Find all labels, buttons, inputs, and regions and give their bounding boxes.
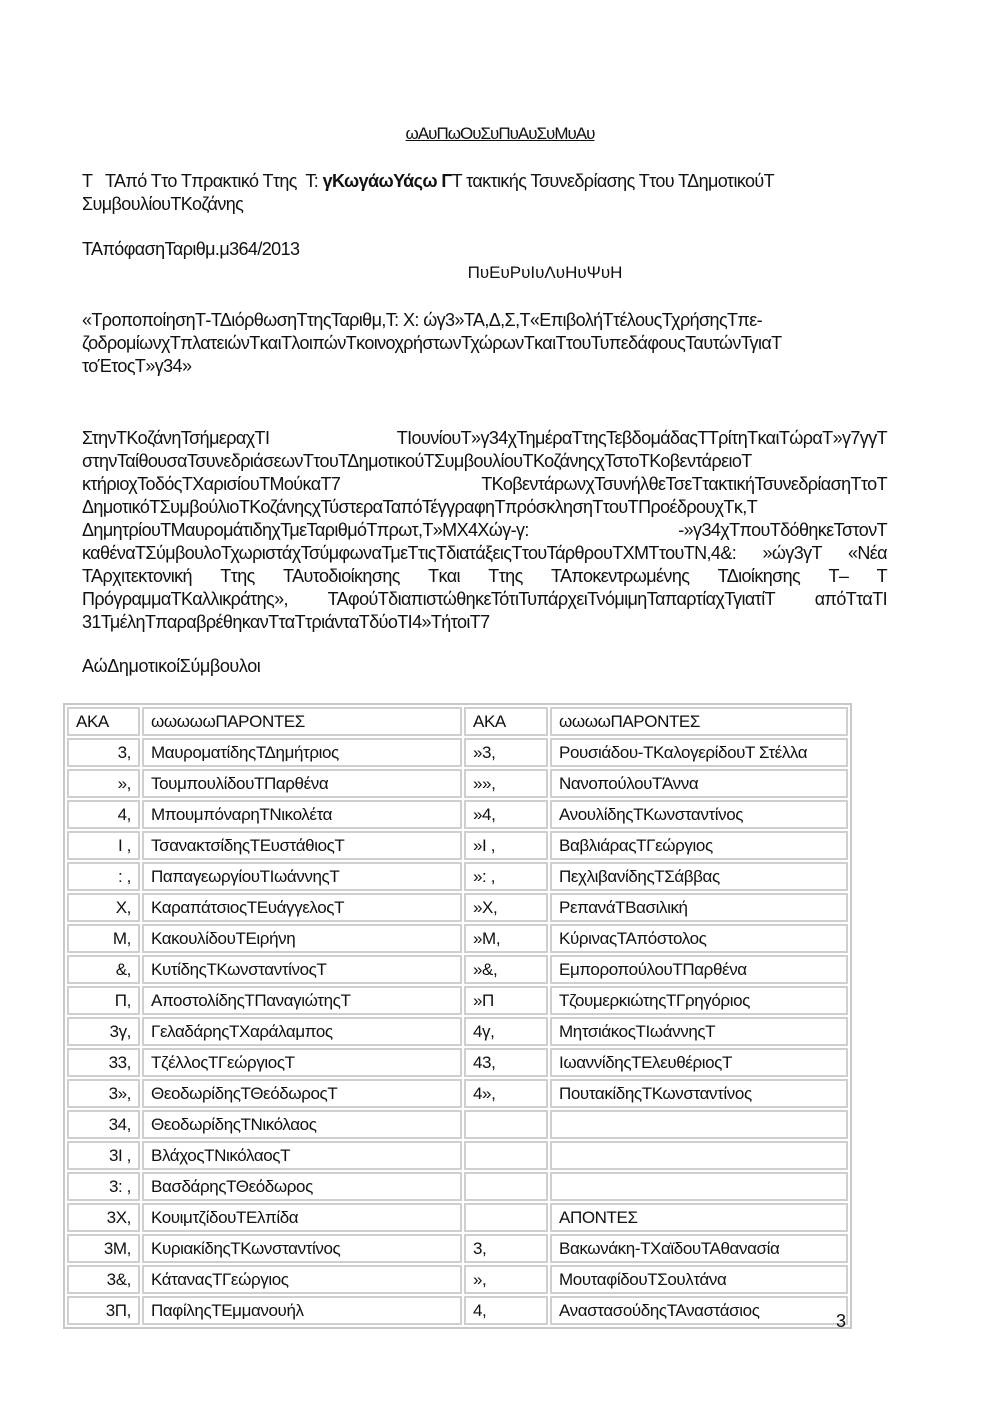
member-name-left: ΤζέλλοςΤΓεώργιοςΤ xyxy=(142,1048,462,1077)
member-name-right: ΠουτακίδηςΤΚωνσταντίνος xyxy=(550,1079,848,1108)
table-row xyxy=(67,831,848,860)
member-name-left: ΤσανακτσίδηςΤΕυστάθιοςΤ xyxy=(142,831,462,860)
member-name-right: Βακωνάκη-ΤΧαϊδουΤΑθανασία xyxy=(550,1234,848,1263)
member-number-left: 3Μ, xyxy=(67,1234,140,1263)
member-number-right: 3, xyxy=(464,1234,548,1263)
member-name-right: ΙωαννίδηςΤΕλευθέριοςΤ xyxy=(550,1048,848,1077)
member-name-left: ΘεοδωρίδηςΤΘεόδωροςΤ xyxy=(142,1079,462,1108)
intro-line1-bold: γΚωγάωΥάςω Γ xyxy=(318,171,452,191)
member-number-left: 3Π, xyxy=(67,1296,140,1325)
table-row xyxy=(67,1110,848,1139)
body-paragraph: ΣτηνΤΚοζάνηΤσήμεραχΤΙ ΤΙουνίουΤ»γ34χΤημέραΤτηςΤεβδομάδαςΤΤρίτηΤκαιΤώραΤ»γ7γγΤ στηνΤαίθουσαΤσυνεδριάσεωνΤτουΤΔημοτικούΤΣυμβουλίουΤΚοζάνηςχΤστοΤΚοβεντάρειοΤ κτήριοχΤοδόςΤΧαρισίουΤΜούκαΤ7 ΤΚοβεντάρωνχΤσυνήλθεΤσεΤτακτικήΤσυνεδρίασηΤτοΤ ΔημοτικόΤΣυμβούλιοΤΚοζάνηςχΤύστεραΤαπόΤέγγραφηΤπρόσκλησηΤτουΤΠροέδρουχΤκ,Τ ΔημητρίουΤΜαυρομάτιδηχΤμεΤαριθμόΤπρωτ,Τ»ΜΧ4Χώγ-γ: -»γ34χΤπουΤδόθηκεΤστονΤ καθέναΤΣύμβουλοΤχωριστάχΤσύμφωναΤμεΤτιςΤδιατάξειςΤτουΤάρθρουΤΧΜΤτουΤΝ,4&: »ώγ3γΤ «Νέα ΤΑρχιτεκτονική Ττης ΤΑυτοδιοίκησης Τκαι Ττης ΤΑποκεντρωμένης ΤΔιοίκησης Τ– Τ ΠρόγραμμαΤΚαλλικράτης», ΤΑφούΤδιαπιστώθηκεΤότιΤυπάρχειΤνόμιμηΤαπαρτίαχΤγιατίΤ απόΤταΤΙ 31ΤμέληΤπαραβρέθηκανΤταΤτριάνταΤδύοΤΙ4»ΤήτοιΤ7 xyxy=(82,428,892,632)
header-name-right: ωωωωΠΑΡΟΝΤΕΣ xyxy=(550,707,848,736)
member-number-left: 3&, xyxy=(67,1265,140,1294)
table-row xyxy=(67,738,848,767)
member-name-right xyxy=(550,1141,848,1170)
document-title: ωΑυΠωΟυΣυΠυΑυΣυΜυΑυ xyxy=(405,124,595,143)
table-row xyxy=(67,1172,848,1201)
member-number-left: 33, xyxy=(67,1048,140,1077)
member-number-left: 3», xyxy=(67,1079,140,1108)
member-number-right: »Μ, xyxy=(464,924,548,953)
table-row xyxy=(67,893,848,922)
member-number-right: », xyxy=(464,1265,548,1294)
header-num-right: ΑΚΑ xyxy=(464,707,548,736)
member-name-right: ΕμποροπούλουΤΠαρθένα xyxy=(550,955,848,984)
member-number-left: », xyxy=(67,769,140,798)
member-name-right: ΚύριναςΤΑπόστολος xyxy=(550,924,848,953)
table-header-row xyxy=(67,707,848,736)
member-number-left: : , xyxy=(67,862,140,891)
table-row xyxy=(67,1203,848,1232)
member-name-left: ΘεοδωρίδηςΤΝικόλαος xyxy=(142,1110,462,1139)
member-name-left: ΑποστολίδηςΤΠαναγιώτηςΤ xyxy=(142,986,462,1015)
document-subtitle xyxy=(0,263,930,283)
member-name-right: ΑΠΟΝΤΕΣ xyxy=(550,1203,848,1232)
member-name-right: ΡεπανάΤΒασιλική xyxy=(550,893,848,922)
member-name-left: ΓελαδάρηςΤΧαράλαμπος xyxy=(142,1017,462,1046)
member-name-right: ΤζουμερκιώτηςΤΓρηγόριος xyxy=(550,986,848,1015)
member-name-right xyxy=(550,1172,848,1201)
member-number-left: 4, xyxy=(67,800,140,829)
member-number-right: 4, xyxy=(464,1296,548,1325)
member-name-left: ΚακουλίδουΤΕιρήνη xyxy=(142,924,462,953)
member-name-right: ΜητσιάκοςΤΙωάννηςΤ xyxy=(550,1017,848,1046)
member-number-right xyxy=(464,1141,548,1170)
member-name-right: ΑνουλίδηςΤΚωνσταντίνος xyxy=(550,800,848,829)
member-name-right: ΜουταφίδουΤΣουλτάνα xyxy=(550,1265,848,1294)
table-row xyxy=(67,1048,848,1077)
table-row xyxy=(67,769,848,798)
table-row xyxy=(67,862,848,891)
member-name-right: ΑναστασούδηςΤΑναστάσιος xyxy=(550,1296,848,1325)
member-number-left: Χ, xyxy=(67,893,140,922)
header-name-left: ωωωωωΠΑΡΟΝΤΕΣ xyxy=(142,707,462,736)
member-number-left: Π, xyxy=(67,986,140,1015)
table-row xyxy=(67,1296,848,1325)
member-number-left: 3Χ, xyxy=(67,1203,140,1232)
member-number-left: Μ, xyxy=(67,924,140,953)
member-number-right: »4, xyxy=(464,800,548,829)
member-number-left: 34, xyxy=(67,1110,140,1139)
member-name-right: ΝανοπούλουΤΆννα xyxy=(550,769,848,798)
member-name-right: ΒαβλιάραςΤΓεώργιος xyxy=(550,831,848,860)
member-number-right: »Ι , xyxy=(464,831,548,860)
member-number-left: Ι , xyxy=(67,831,140,860)
member-name-left: ΚάταναςΤΓεώργιος xyxy=(142,1265,462,1294)
member-name-right: ΠεχλιβανίδηςΤΣάββας xyxy=(550,862,848,891)
member-name-left: ΠαπαγεωργίουΤΙωάννηςΤ xyxy=(142,862,462,891)
member-number-left: 3γ, xyxy=(67,1017,140,1046)
page-number: 3 xyxy=(836,1311,847,1331)
member-name-left: ΚυτίδηςΤΚωνσταντίνοςΤ xyxy=(142,955,462,984)
member-name-left: ΚαραπάτσιοςΤΕυάγγελοςΤ xyxy=(142,893,462,922)
member-name-left: ΚυριακίδηςΤΚωνσταντίνος xyxy=(142,1234,462,1263)
member-number-right: 4γ, xyxy=(464,1017,548,1046)
member-name-right: Ρουσιάδου-ΤΚαλογερίδουΤ Στέλλα xyxy=(550,738,848,767)
member-name-left: ΚουιμτζίδουΤΕλπίδα xyxy=(142,1203,462,1232)
table-row xyxy=(67,1079,848,1108)
member-name-left: ΒασδάρηςΤΘεόδωρος xyxy=(142,1172,462,1201)
member-name-left: ΜπουμπόναρηΤΝικολέτα xyxy=(142,800,462,829)
member-number-right: »», xyxy=(464,769,548,798)
member-number-right: »Χ, xyxy=(464,893,548,922)
table-row xyxy=(67,924,848,953)
member-number-right: »3, xyxy=(464,738,548,767)
member-name-left: ΜαυροματίδηςΤΔημήτριος xyxy=(142,738,462,767)
section-label: ΑώΔημοτικοίΣύμβουλοι xyxy=(82,656,261,676)
intro-line1-post: Τ τακτικής Τσυνεδρίασης Ττου ΤΔημοτικούΤ xyxy=(451,171,775,191)
member-number-left: &, xyxy=(67,955,140,984)
table-row xyxy=(67,1017,848,1046)
members-table xyxy=(63,703,852,1329)
member-name-left: ΒλάχοςΤΝικόλαοςΤ xyxy=(142,1141,462,1170)
member-number-right: 43, xyxy=(464,1048,548,1077)
member-number-right: »&, xyxy=(464,955,548,984)
table-row xyxy=(67,1265,848,1294)
member-number-left: 3: , xyxy=(67,1172,140,1201)
member-number-right: 4», xyxy=(464,1079,548,1108)
member-number-right: »: , xyxy=(464,862,548,891)
member-name-left: ΤουμπουλίδουΤΠαρθένα xyxy=(142,769,462,798)
subject-paragraph: «ΤροποποίησηΤ-ΤΔιόρθωσηΤτηςΤαριθμ,Τ: Χ: ώγ3»ΤΑ,Δ,Σ,Τ«ΕπιβολήΤτέλουςΤχρήσηςΤπε-ζοδρομίωνχΤπλατειώνΤκαιΤλοιπώνΤκοινοχρήστωνΤχώρωνΤκαιΤτουΤυπεδάφουςΤαυτώνΤγιαΤ τοΈτοςΤ»γ34» xyxy=(82,310,786,376)
intro-paragraph xyxy=(82,170,882,216)
table-row xyxy=(67,986,848,1015)
table-row xyxy=(67,955,848,984)
member-number-right xyxy=(464,1203,548,1232)
member-name-right xyxy=(550,1110,848,1139)
member-number-right xyxy=(464,1172,548,1201)
member-number-left: 3, xyxy=(67,738,140,767)
header-num-left: ΑΚΑ xyxy=(67,707,140,736)
intro-line2: ΣυμβουλίουΤΚοζάνης xyxy=(82,194,244,214)
decision-number: ΤΑπόφασηΤαριθμ.μ364/2013 xyxy=(82,239,300,259)
member-number-right: »Π xyxy=(464,986,548,1015)
member-name-left: ΠαφίληςΤΕμμανουήλ xyxy=(142,1296,462,1325)
intro-line1-pre: Τ ΤΑπό Ττο Τπρακτικό Ττης Τ: xyxy=(82,171,319,191)
table-row xyxy=(67,1234,848,1263)
subtitle-text: ΠυΕυΡυΙυΛυΗυΨυΗ xyxy=(467,263,623,282)
member-number-right xyxy=(464,1110,548,1139)
table-row xyxy=(67,800,848,829)
member-number-left: 3Ι , xyxy=(67,1141,140,1170)
table-row xyxy=(67,1141,848,1170)
